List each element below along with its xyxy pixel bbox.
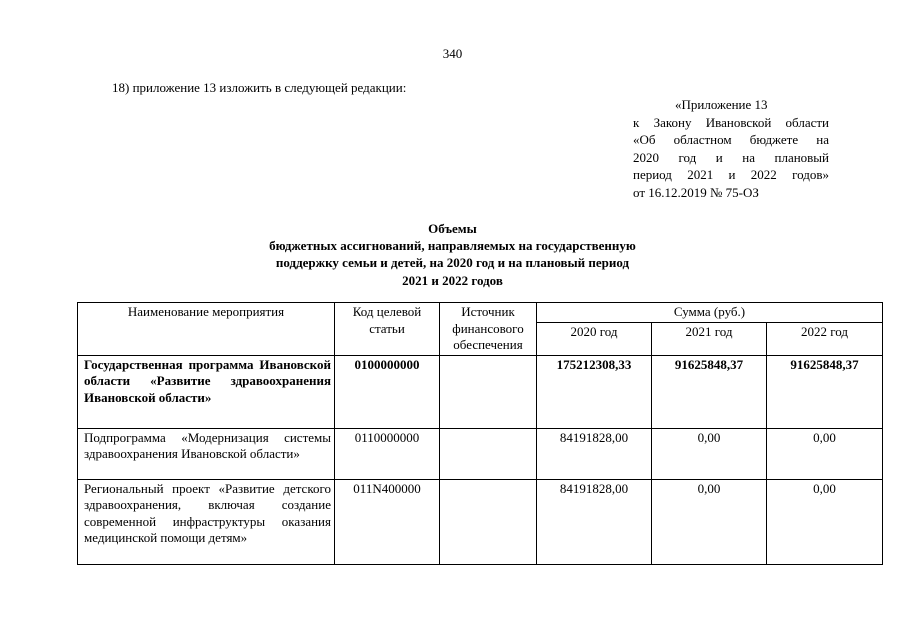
row-value-2020: 175212308,33 <box>537 355 652 428</box>
table-row <box>78 479 883 564</box>
appendix-line: 2020 год и на плановый <box>633 149 829 165</box>
row-value-2020: 84191828,00 <box>537 428 652 479</box>
row-code: 0110000000 <box>335 428 440 479</box>
row-value-2021: 91625848,37 <box>652 355 767 428</box>
budget-table <box>77 302 883 565</box>
appendix-note <box>633 96 829 201</box>
row-value-2020: 84191828,00 <box>537 479 652 564</box>
table-row <box>78 355 883 428</box>
table-row <box>78 428 883 479</box>
header-sum: Сумма (руб.) <box>537 303 883 323</box>
header-name: Наименование мероприятия <box>78 303 335 356</box>
row-value-2021: 0,00 <box>652 428 767 479</box>
row-value-2021: 0,00 <box>652 479 767 564</box>
page-number: 340 <box>442 46 463 61</box>
title-line: поддержку семьи и детей, на 2020 год и на плановый период <box>275 255 630 271</box>
title-line: Объемы <box>428 221 477 236</box>
header-year-2020: 2020 год <box>537 322 652 355</box>
row-source <box>440 428 537 479</box>
row-source <box>440 479 537 564</box>
row-code: 0100000000 <box>335 355 440 428</box>
document-title <box>0 220 905 289</box>
row-source <box>440 355 537 428</box>
appendix-line: к Закону Ивановской области <box>633 114 829 130</box>
title-line: 2021 и 2022 годов <box>402 272 503 288</box>
intro-paragraph: 18) приложение 13 изложить в следующей редакции: <box>112 80 407 95</box>
header-year-2021: 2021 год <box>652 322 767 355</box>
row-value-2022: 0,00 <box>767 479 883 564</box>
header-source: Источник финансового обеспечения <box>440 303 537 356</box>
row-name: Государственная программа Ивановской области «Развитие здравоохранения Ивановской области» <box>78 355 335 428</box>
appendix-line: «Об областном бюджете на <box>633 132 829 147</box>
appendix-line: от 16.12.2019 № 75-ОЗ <box>633 184 759 200</box>
header-code: Код целевой статьи <box>335 303 440 356</box>
row-value-2022: 0,00 <box>767 428 883 479</box>
row-name: Региональный проект «Развитие детского здравоохранения, включая создание современной инфраструктуры оказания медицинской помощи детям» <box>78 479 335 564</box>
row-name: Подпрограмма «Модернизация системы здравоохранения Ивановской области» <box>78 428 335 479</box>
appendix-line: период 2021 и 2022 годов» <box>633 167 829 182</box>
header-year-2022: 2022 год <box>767 322 883 355</box>
title-line: бюджетных ассигнований, направляемых на государственную <box>269 238 636 254</box>
appendix-line: «Приложение 13 <box>675 97 768 112</box>
row-code: 011N400000 <box>335 479 440 564</box>
row-value-2022: 91625848,37 <box>767 355 883 428</box>
